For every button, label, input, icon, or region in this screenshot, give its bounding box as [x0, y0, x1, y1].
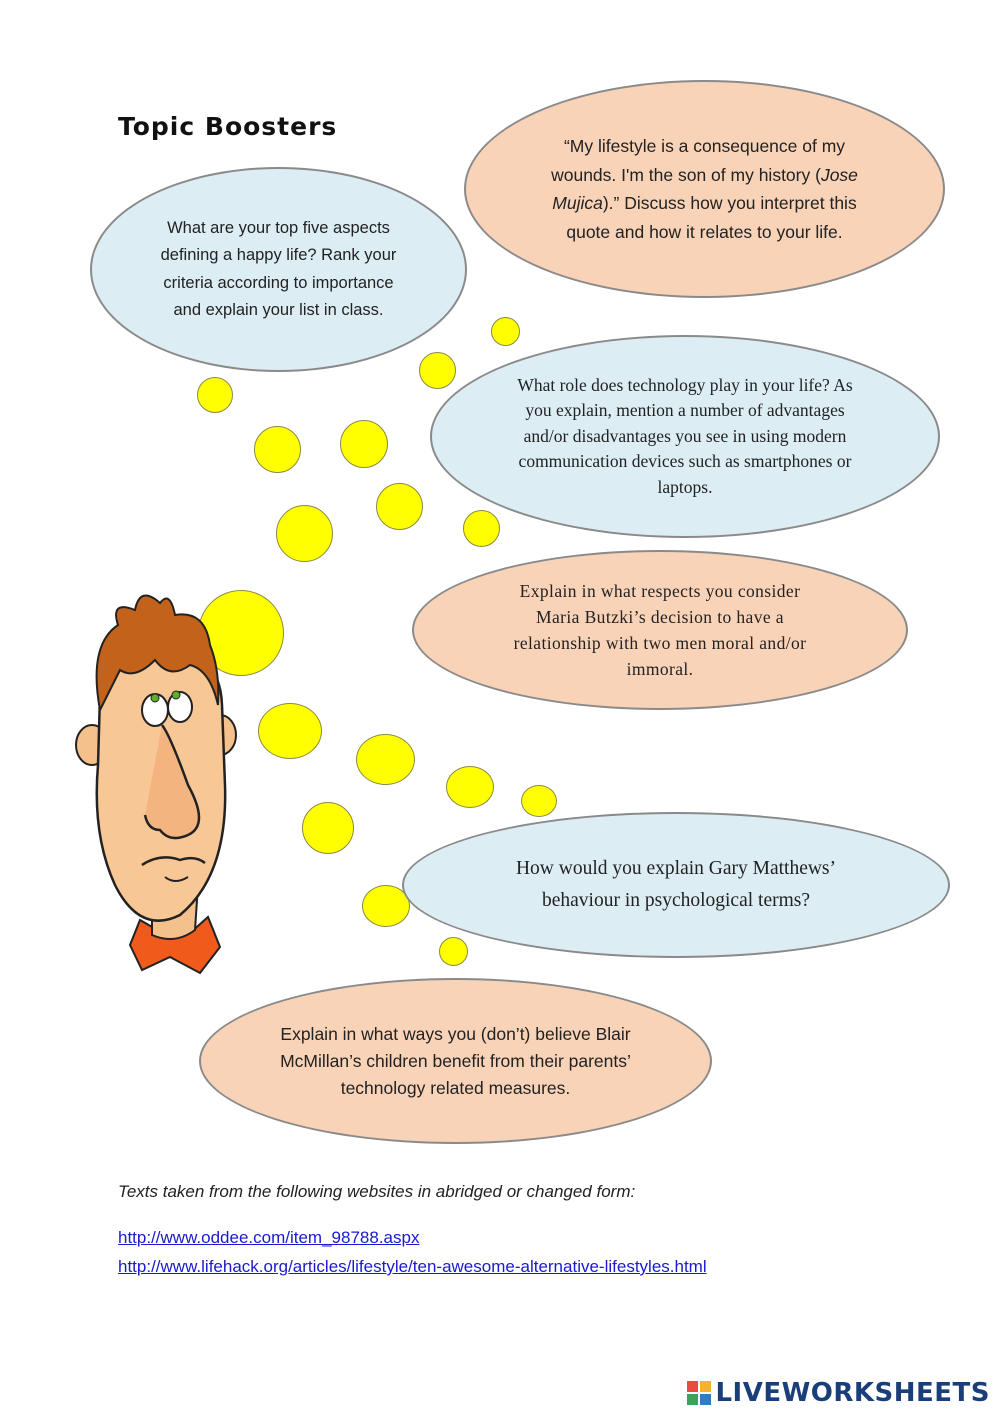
bubble-happy-life: [90, 167, 467, 372]
source-link-oddee[interactable]: http://www.oddee.com/item_98788.aspx: [118, 1228, 420, 1247]
thought-dot: [419, 352, 456, 389]
bubble-mcmillan-text: Explain in what ways you (don’t) believe Blair McMillan’s children benefit from their parents’ technology related measures.: [280, 1023, 631, 1098]
bubble-matthews: [402, 812, 950, 958]
bubble-mcmillan: [199, 978, 712, 1144]
thought-dot: [254, 426, 301, 473]
thought-dot: [439, 937, 468, 966]
thought-dot: [258, 703, 322, 759]
thought-dot: [491, 317, 520, 346]
bubble-quote: [464, 80, 945, 298]
bubble-matthews-text: How would you explain Gary Matthews’ behaviour in psychological terms?: [515, 858, 837, 911]
thought-dot: [446, 766, 494, 808]
bubble-butzki: [412, 550, 908, 710]
bubble-happy-life-text: What are your top five aspects defining a happy life? Rank your criteria according to importance and explain your list in class.: [160, 218, 397, 319]
quote-author: Jose Mujica: [552, 164, 858, 213]
thought-dot: [376, 483, 423, 530]
quote-text-open: “My lifestyle is a consequence of my wounds. I'm the son of my history (: [551, 136, 846, 185]
thought-dot: [340, 420, 388, 468]
bubble-quote-text: [538, 132, 871, 246]
brand-name: LIVEWORKSHEETS: [715, 1378, 990, 1408]
thought-dot: [463, 510, 500, 547]
liveworksheets-logo: [687, 1378, 990, 1408]
liveworksheets-logo-icon: [687, 1381, 711, 1405]
bubble-technology: [430, 335, 940, 538]
thought-dot: [197, 377, 233, 413]
quote-text-close: ).” Discuss how you interpret this quote and how it relates to your life.: [566, 193, 857, 242]
bubble-technology-text: What role does technology play in your life? As you explain, mention a number of advantages and/or disadvantages you see in using modern communication devices such as smartphones or laptops.: [517, 374, 853, 497]
thought-dot: [302, 802, 354, 854]
source-link-lifehack[interactable]: http://www.lifehack.org/articles/lifestyle/ten-awesome-alternative-lifestyles.html: [118, 1257, 707, 1276]
thought-dot: [521, 785, 557, 817]
thought-dot: [276, 505, 333, 562]
page-title: Topic Boosters: [118, 112, 338, 141]
bubble-butzki-text: Explain in what respects you consider Maria Butzki’s decision to have a relationship with two men moral and/or immoral.: [513, 581, 807, 679]
cartoon-boy-illustration: [70, 585, 250, 985]
thought-dot: [356, 734, 415, 785]
sources-intro: Texts taken from the following websites in abridged or changed form:: [118, 1182, 636, 1201]
